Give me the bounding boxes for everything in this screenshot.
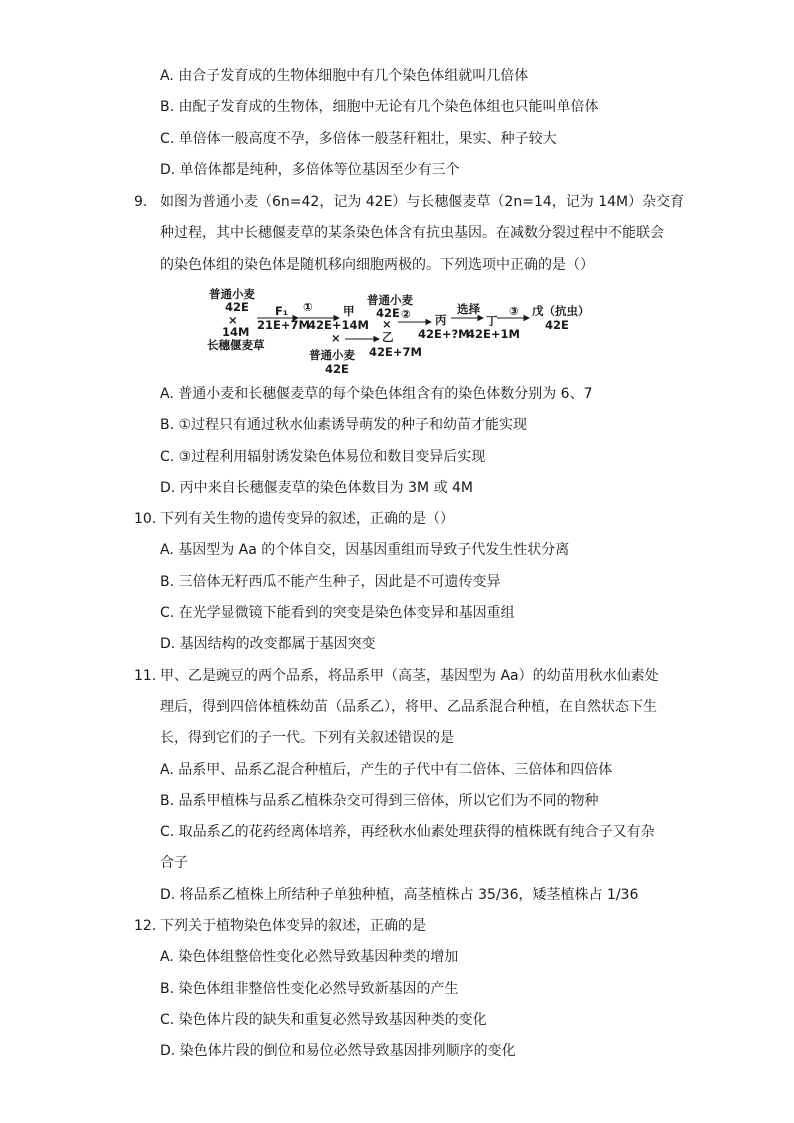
q9-stem-line-3: 的染色体组的染色体是随机移向细胞两极的。下列选项中正确的是（）	[160, 257, 594, 273]
q9-option-b: B. ①过程只有通过秋水仙素诱导萌发的种子和幼苗才能实现	[160, 417, 528, 433]
q12-stem: 下列关于植物染色体变异的叙述，正确的是	[160, 918, 426, 934]
diagram-yi: 乙	[382, 330, 394, 344]
q11-option-b: B. 品系甲植株与品系乙植株杂交可得到三倍体，所以它们为不同的物种	[160, 793, 599, 809]
q8-option-b: B. 由配子发育成的生物体，细胞中无论有几个染色体组也只能叫单倍体	[160, 99, 599, 115]
diagram-cross-1: ×	[228, 313, 238, 327]
q8-option-d: D. 单倍体都是纯种，多倍体等位基因至少有三个	[160, 162, 460, 178]
q12-option-b: B. 染色体组非整倍性变化必然导致新基因的产生	[160, 981, 459, 997]
q12-number: 12.	[134, 918, 157, 934]
q8-option-a: A. 由合子发育成的生物体细胞中有几个染色体组就叫几倍体	[160, 68, 529, 84]
q12-option-d: D. 染色体片段的倒位和易位必然导致基因排列顺序的变化	[160, 1043, 516, 1059]
diagram-14m: 14M	[222, 325, 250, 339]
q9-stem-line-1: 如图为普通小麦（6n=42，记为 42E）与长穗偃麦草（2n=14，记为 14M）杂交育	[160, 194, 685, 210]
q11-number: 11.	[134, 668, 157, 684]
diagram-select: 选择	[457, 302, 480, 316]
diagram-42e-mid: 42E	[376, 306, 400, 320]
q10-option-b: B. 三倍体无籽西瓜不能产生种子，因此是不可遗传变异	[160, 574, 501, 590]
q11-stem-line-3: 长，得到它们的子一代。下列有关叙述错误的是	[160, 730, 454, 746]
diagram-wheat-bottom: 普通小麦	[309, 348, 355, 362]
q11-stem-line-1: 甲、乙是豌豆的两个品系，将品系甲（高茎，基因型为 Aa）的幼苗用秋水仙素处	[160, 668, 659, 684]
diagram-cross-2: ×	[331, 331, 341, 345]
diagram-step-2: ②	[401, 307, 411, 321]
q12-option-a: A. 染色体组整倍性变化必然导致基因种类的增加	[160, 949, 459, 965]
q9-number: 9.	[134, 194, 148, 210]
q12-option-c: C. 染色体片段的缺失和重复必然导致基因种类的变化	[160, 1012, 487, 1028]
q9-option-a: A. 普通小麦和长穗偃麦草的每个染色体组含有的染色体数分别为 6、7	[160, 386, 593, 402]
q11-option-d: D. 将品系乙植株上所结种子单独种植，高茎植株占 35/36，矮茎植株占 1/36	[160, 887, 639, 903]
q11-option-a: A. 品系甲、品系乙混合种植后，产生的子代中有二倍体、三倍体和四倍体	[160, 762, 613, 778]
q10-number: 10.	[134, 511, 157, 527]
q10-option-a: A. 基因型为 Aa 的个体自交，因基因重组而导致子代发生性状分离	[160, 542, 570, 558]
diagram-wu-value: 42E	[545, 318, 569, 332]
diagram-grass: 长穗偃麦草	[207, 338, 265, 352]
q9-option-d: D. 丙中来自长穗偃麦草的染色体数目为 3M 或 4M	[160, 480, 474, 496]
q8-option-c: C. 单倍体一般高度不孕，多倍体一般茎秆粗壮，果实、种子较大	[160, 131, 557, 147]
diagram-wheat-top: 普通小麦	[209, 287, 255, 301]
diagram-jia-value: 42E+14M	[308, 318, 369, 332]
q10-stem: 下列有关生物的遗传变异的叙述，正确的是（）	[160, 511, 454, 527]
breeding-diagram	[195, 284, 595, 380]
diagram-42e-bottom: 42E	[325, 362, 349, 376]
diagram-step-1: ①	[303, 300, 313, 314]
diagram-wu: 戊（抗虫）	[532, 304, 590, 318]
diagram-jia: 甲	[343, 304, 355, 318]
q11-stem-line-2: 理后，得到四倍体植株幼苗（品系乙），将甲、乙品系混合种植，在自然状态下生	[160, 699, 657, 715]
q11-option-c-cont: 合子	[160, 855, 188, 871]
diagram-wheat-mid: 普通小麦	[367, 293, 413, 307]
q9-stem-line-2: 种过程，其中长穗偃麦草的某条染色体含有抗虫基因。在减数分裂过程中不能联会	[160, 225, 664, 241]
q9-option-c: C. ③过程利用辐射诱发染色体易位和数目变异后实现	[160, 449, 486, 465]
q11-option-c: C. 取品系乙的花药经离体培养，再经秋水仙素处理获得的植株既有纯合子又有杂	[160, 824, 655, 840]
diagram-yi-value: 42E+7M	[369, 345, 422, 359]
q10-option-c: C. 在光学显微镜下能看到的突变是染色体变异和基因重组	[160, 605, 515, 621]
diagram-42e-top: 42E	[225, 300, 249, 314]
q10-option-d: D. 基因结构的改变都属于基因突变	[160, 636, 376, 652]
diagram-step-3: ③	[509, 304, 519, 318]
diagram-bing-value: 42E+?M	[418, 327, 470, 341]
diagram-f1: F₁	[275, 304, 288, 318]
diagram-ding-value: 42E+1M	[467, 327, 520, 341]
diagram-ding: 丁	[486, 314, 498, 328]
diagram-f1-value: 21E+7M	[257, 318, 310, 332]
diagram-bing: 丙	[435, 313, 447, 327]
diagram-cross-3: ×	[382, 317, 392, 331]
